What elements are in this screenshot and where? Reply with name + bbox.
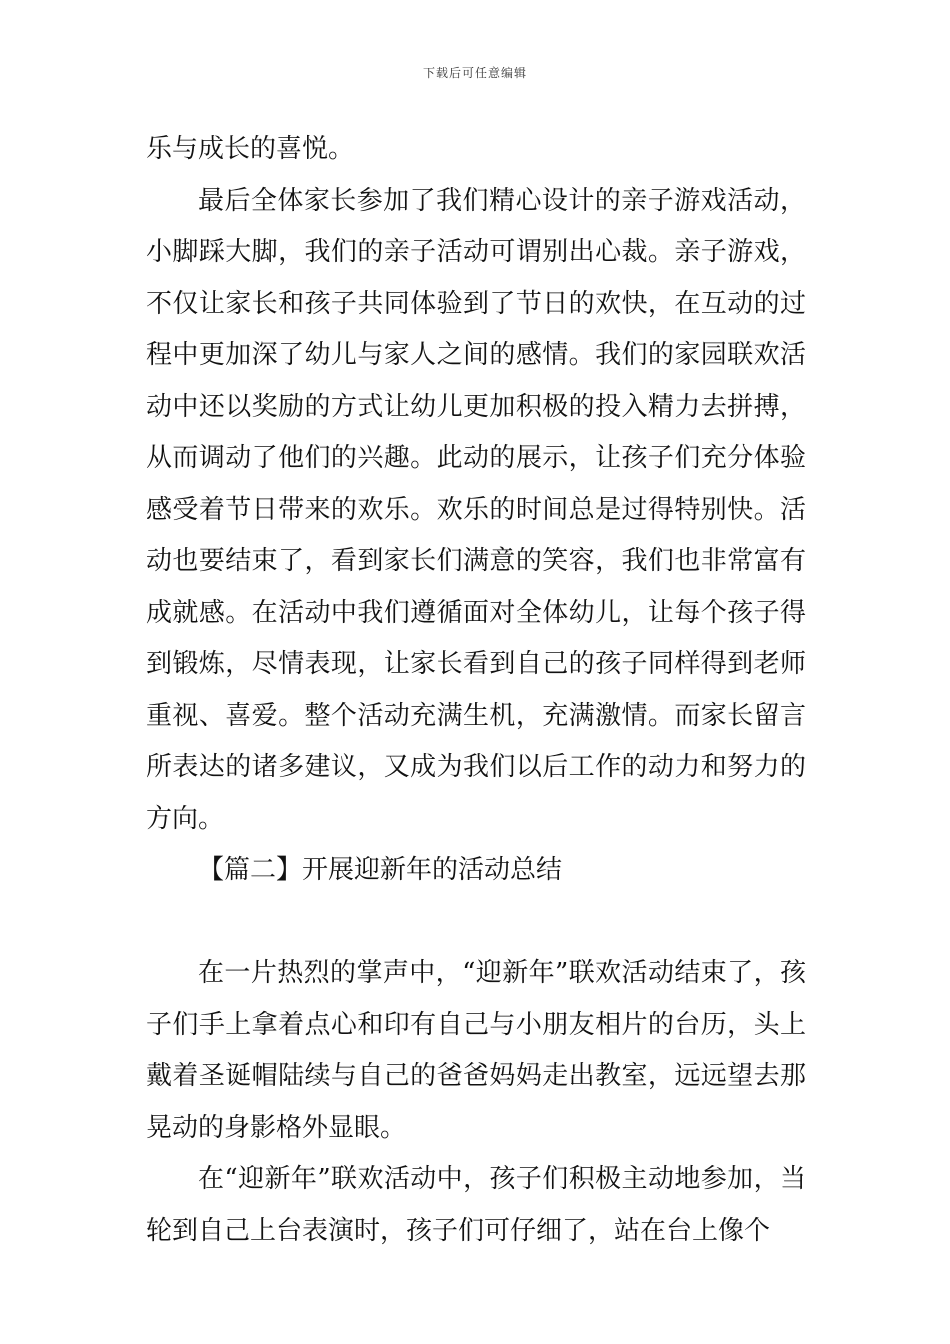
header-note: 下载后可任意编辑 [422, 66, 527, 80]
section-heading: 【篇二】开展迎新年的活动总结 [198, 855, 563, 885]
paragraph: 在一片热烈的掌声中，“迎新年”联欢活动结束了，孩子们手上拿着点心和印有自己与小朋友相片的台历，头上戴着圣诞帽陆续与自己的爸爸妈妈走出教室，远远望去那晃动的身影格外显眼。 [146, 958, 806, 1143]
page-body [146, 124, 806, 1257]
blank-line [146, 897, 806, 949]
paragraph: 最后全体家长参加了我们精心设计的亲子游戏活动，小脚踩大脚，我们的亲子活动可谓别出心裁。亲子游戏，不仅让家长和孩子共同体验到了节日的欢快，在互动的过程中更加深了幼儿与家人之间的感情。我们的家园联欢活动中还以奖励的方式让幼儿更加积极的投入精力去拼搏，从而调动了他们的兴趣。此动的展示，让孩子们充分体验感受着节日带来的欢乐。欢乐的时间总是过得特别快。活动也要结束了，看到家长们满意的笑容，我们也非常富有成就感。在活动中我们遵循面对全体幼儿，让每个孩子得到锻炼，尽情表现，让家长看到自己的孩子同样得到老师重视、喜爱。整个活动充满生机，充满激情。而家长留言所表达的诸多建议，又成为我们以后工作的动力和努力的方向。 [146, 185, 806, 834]
paragraph-continuation: 乐与成长的喜悦。 [146, 134, 355, 164]
paragraph: 在“迎新年”联欢活动中，孩子们积极主动地参加，当轮到自己上台表演时，孩子们可仔细了，站在台上像个 [146, 1164, 806, 1246]
